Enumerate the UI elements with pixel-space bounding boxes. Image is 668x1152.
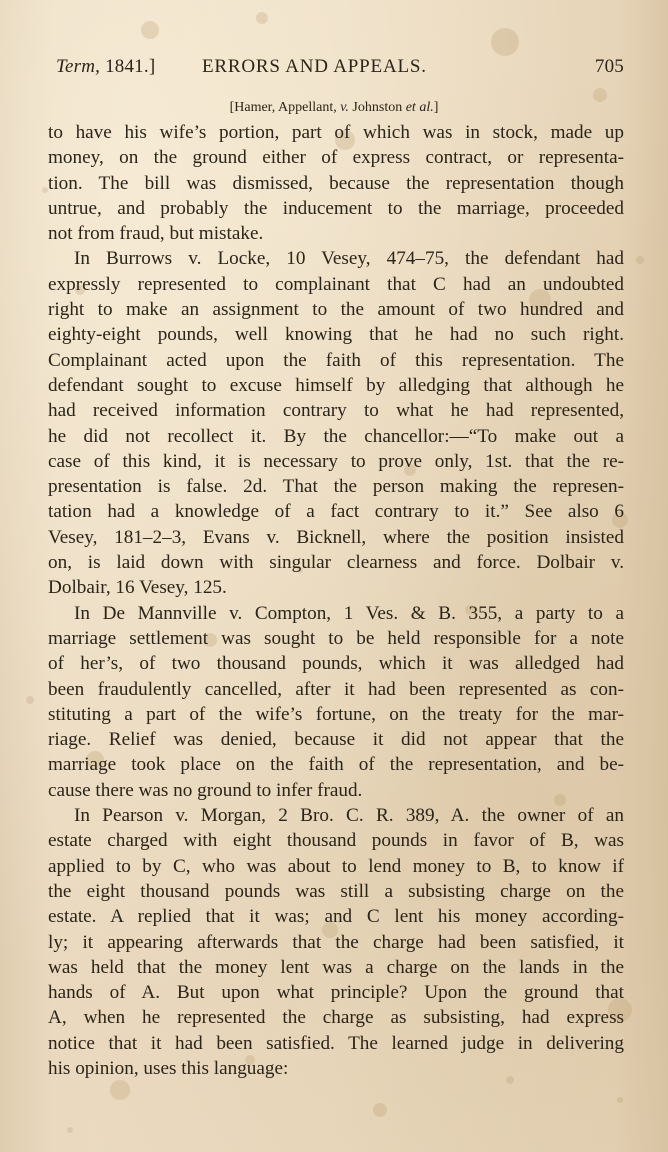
text-line: to have his wife’s portion, part of which was in stock, made up (48, 122, 624, 143)
text-line: In Burrows v. Locke, 10 Vesey, 474–75, the defendant had (74, 248, 624, 270)
text-line: had received information contrary to what he had represented, (48, 400, 624, 422)
header-term-year: 1841.] (105, 56, 156, 77)
text-line: Complainant acted upon the faith of this representation. The (48, 349, 624, 371)
text-line: right to make an assignment to the amount of two hundred and (48, 299, 624, 321)
header-title: ERRORS AND APPEALS. (202, 56, 427, 77)
text-line: of her’s, of two thousand pounds, which it was alledged had (48, 653, 624, 675)
text-line: on, is laid down with singular clearness and force. Dolbair v. (48, 552, 624, 574)
caption-v: v. (340, 100, 349, 115)
text-line: tion. The bill was dismissed, because the representation though (48, 172, 624, 194)
text-line: Dolbair, 16 Vesey, 125. (48, 577, 227, 599)
text-line: been fraudulently cancelled, after it had been represented as con- (48, 678, 624, 700)
text-line: eighty-eight pounds, well knowing that he had no such right. (48, 324, 624, 346)
text-line: the eight thousand pounds was still a subsisting charge on the (48, 880, 624, 902)
running-header (56, 56, 624, 86)
header-term (56, 56, 155, 78)
caption-mid: Johnston (348, 100, 406, 115)
text-line: In De Mannville v. Compton, 1 Ves. & B. 355, a party to a (74, 602, 624, 624)
text-line: money, on the ground either of express contract, or representa- (48, 147, 624, 169)
text-line: expressly represented to complainant that C had an undoubted (48, 273, 624, 295)
text-line: he did not recollect it. By the chancellor:—“To make out a (48, 425, 624, 447)
text-line: In Pearson v. Morgan, 2 Bro. C. R. 389, A. the owner of an (74, 805, 624, 827)
text-line: ly; it appearing afterwards that the charge had been satisfied, it (48, 931, 624, 953)
header-term-label: Term, (56, 56, 101, 77)
text-line: untrue, and probably the inducement to the marriage, proceeded (48, 197, 624, 219)
text-line: defendant sought to excuse himself by alledging that although he (48, 374, 624, 396)
text-line: applied to by C, who was about to lend money to B, to know if (48, 855, 624, 877)
text-line: A, when he represented the charge as subsisting, had express (48, 1007, 624, 1029)
text-line: estate. A replied that it was; and C lent his money according- (48, 906, 624, 928)
text-line: cause there was no ground to infer fraud. (48, 779, 363, 801)
text-line: marriage settlement was sought to be held responsible for a note (48, 627, 624, 649)
text-line: marriage took place on the faith of the representation, and be- (48, 754, 624, 776)
text-line: his opinion, uses this language: (48, 1057, 289, 1079)
caption-et-al: et al. (405, 100, 434, 115)
caption-close: ] (433, 100, 439, 115)
text-line: presentation is false. 2d. That the person making the represen- (48, 476, 624, 498)
text-line: notice that it had been satisfied. The learned judge in delivering (48, 1032, 624, 1054)
text-line: Vesey, 181–2–3, Evans v. Bicknell, where the position insisted (48, 526, 624, 548)
caption-open: [Hamer, Appellant, (229, 100, 341, 115)
body-text (48, 120, 624, 1081)
page-number: 705 (594, 56, 624, 77)
text-line: case of this kind, it is necessary to prove only, 1st. that the re- (48, 450, 624, 472)
text-line: estate charged with eight thousand pounds in favor of B, was (48, 830, 624, 852)
text-line: hands of A. But upon what principle? Upon the ground that (48, 982, 624, 1004)
case-caption (0, 100, 668, 116)
text-line: stituting a part of the wife’s fortune, on the treaty for the mar- (48, 703, 624, 725)
text-line: tation had a knowledge of a fact contrary to it.” See also 6 (48, 501, 624, 523)
text-line: riage. Relief was denied, because it did not appear that the (48, 729, 624, 751)
text-line: not from fraud, but mistake. (48, 223, 264, 245)
text-line: was held that the money lent was a charge on the lands in the (48, 956, 624, 978)
